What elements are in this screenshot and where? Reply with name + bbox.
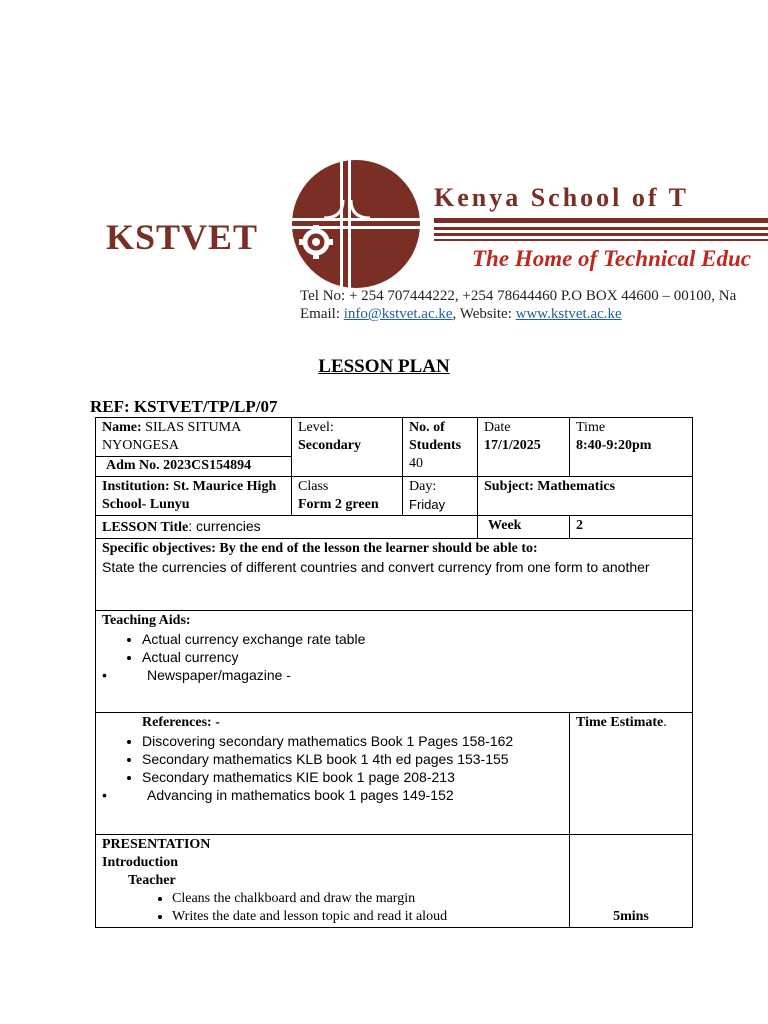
teacher-label: Teacher — [128, 873, 176, 888]
email-label: Email: — [300, 306, 344, 322]
institution-cell: Institution: St. Maurice High School- Lunyu — [96, 477, 292, 516]
references-cell — [96, 713, 570, 835]
date-label: Date — [484, 420, 511, 435]
header-stripes — [434, 218, 768, 242]
level-cell — [292, 418, 403, 477]
table-row — [96, 477, 693, 516]
list-item: • Newspaper/magazine - — [102, 667, 291, 683]
week-label: Week — [478, 516, 570, 539]
teaching-aids-list — [102, 630, 686, 666]
list-item: • Secondary mathematics KIE book 1 page 208-213 — [142, 768, 563, 786]
list-item: • Cleans the chalkboard and draw the margin — [172, 890, 563, 908]
logo-text: KSTVET — [106, 217, 259, 257]
teaching-aids-cell — [96, 611, 693, 713]
website-label: , Website: — [452, 306, 516, 322]
name-label: Name: — [102, 420, 142, 435]
lesson-plan-table — [95, 417, 693, 928]
references-extra: Advancing in mathematics book 1 pages 149-152 — [147, 787, 454, 803]
week-value: 2 — [570, 516, 693, 539]
time-label: Time — [576, 420, 606, 435]
table-row — [96, 516, 693, 539]
level-value: Secondary — [298, 438, 361, 453]
website-link[interactable]: www.kstvet.ac.ke — [515, 306, 622, 322]
class-cell — [292, 477, 403, 516]
table-row — [96, 539, 693, 611]
name-value: SILAS SITUMA NYONGESA — [102, 420, 241, 453]
time-estimate-label: Time Estimate — [576, 715, 664, 730]
contact-phone: Tel No: + 254 707444222, +254 78644460 P.O BOX 44600 – 00100, Na — [300, 288, 737, 304]
list-item: • Discovering secondary mathematics Book 1 Pages 158-162 — [142, 732, 563, 750]
day-cell — [403, 477, 478, 516]
kstvet-emblem-icon — [284, 160, 428, 288]
adm-number: Adm No. 2023CS154894 — [96, 456, 291, 475]
lesson-title-label: LESSON Title — [102, 520, 189, 535]
references-label: References: - — [142, 715, 220, 730]
reference-number: REF: KSTVET/TP/LP/07 — [90, 397, 278, 416]
list-item: • Secondary mathematics KLB book 1 4th ed pages 153-155 — [142, 750, 563, 768]
introduction-label: Introduction — [102, 855, 178, 870]
class-value: Form 2 green — [298, 497, 379, 512]
contact-email-line — [300, 306, 622, 323]
name-cell — [96, 418, 292, 477]
teacher-steps-list — [102, 890, 563, 926]
school-name: Kenya School of T — [434, 183, 689, 212]
teaching-aids-label: Teaching Aids: — [102, 613, 191, 628]
class-label: Class — [298, 479, 329, 494]
subject-cell: Subject: Mathematics — [478, 477, 693, 516]
table-row — [96, 835, 693, 928]
lesson-title-value: : currencies — [188, 518, 261, 534]
intro-time-cell: 5mins — [570, 835, 693, 928]
email-link[interactable]: info@kstvet.ac.ke — [343, 306, 453, 322]
students-cell — [403, 418, 478, 477]
list-item: • Writes the date and lesson topic and read it aloud — [172, 908, 563, 926]
objectives-label: Specific objectives: By the end of the lesson the learner should be able to: — [102, 541, 538, 556]
date-value: 17/1/2025 — [484, 438, 541, 453]
list-item: • Actual currency — [142, 648, 686, 666]
time-value: 8:40-9:20pm — [576, 438, 652, 453]
references-list — [102, 732, 563, 786]
time-cell — [570, 418, 693, 477]
page-title: LESSON PLAN — [318, 356, 450, 377]
table-row — [96, 418, 693, 477]
list-item: • Actual currency exchange rate table — [142, 630, 686, 648]
day-value: Friday — [409, 497, 446, 512]
objectives-cell — [96, 539, 693, 611]
level-label: Level: — [298, 420, 334, 435]
time-estimate-dot: . — [663, 715, 667, 730]
time-estimate-cell — [570, 713, 693, 835]
lesson-title-cell — [96, 516, 478, 539]
date-cell — [478, 418, 570, 477]
students-value: 40 — [409, 456, 423, 471]
students-label: No. of Students — [409, 420, 462, 453]
aids-extra: Newspaper/magazine - — [147, 667, 291, 683]
list-item: • Advancing in mathematics book 1 pages 149-152 — [102, 787, 454, 803]
day-label: Day: — [409, 479, 437, 494]
tagline: The Home of Technical Educ — [472, 246, 751, 271]
table-row — [96, 713, 693, 835]
table-row — [96, 611, 693, 713]
objectives-text: State the currencies of different countries and convert currency from one form to another — [102, 559, 650, 575]
presentation-cell — [96, 835, 570, 928]
presentation-label: PRESENTATION — [102, 837, 211, 852]
